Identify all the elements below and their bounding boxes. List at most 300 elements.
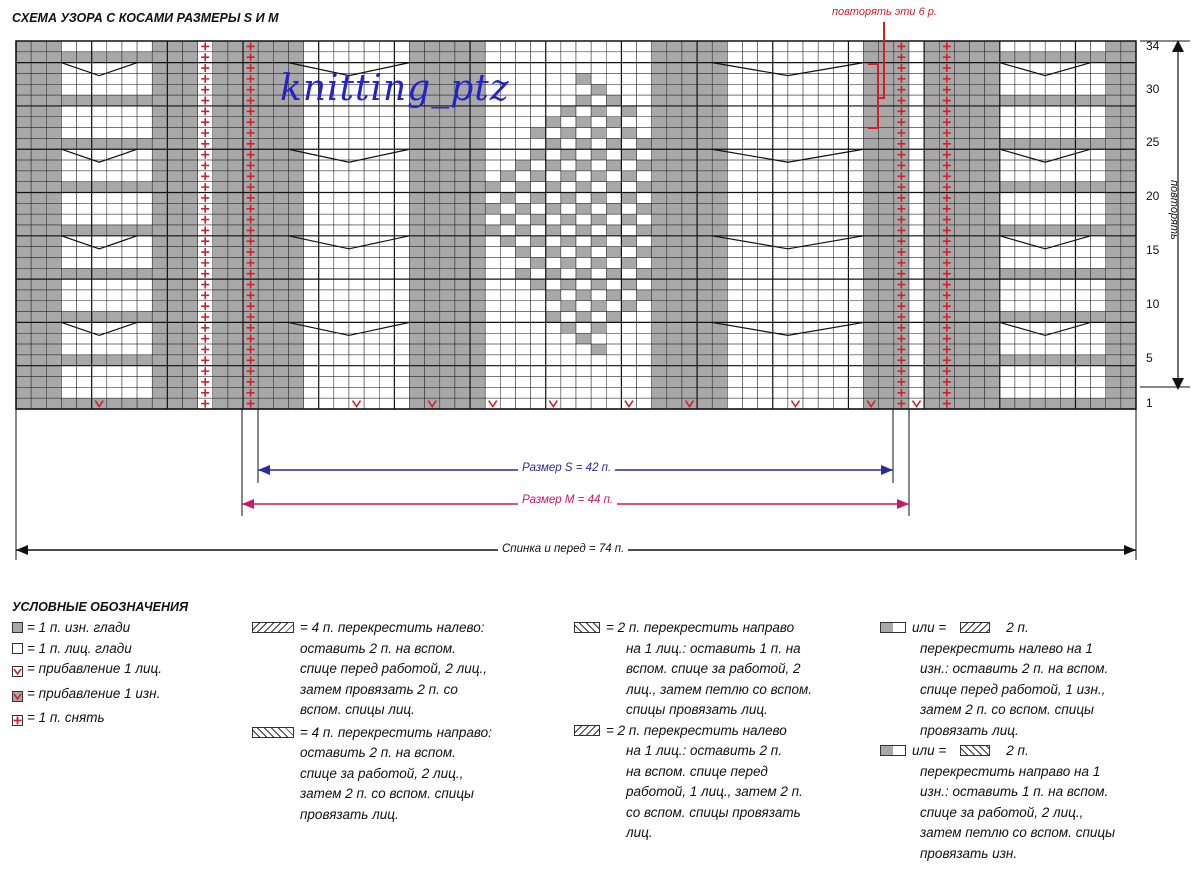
stitch-cell bbox=[515, 138, 530, 149]
stitch-cell bbox=[818, 160, 833, 171]
stitch-cell bbox=[425, 333, 440, 344]
repeat-side-label: повторять bbox=[1168, 180, 1180, 240]
stitch-cell bbox=[16, 149, 31, 160]
stitch-cell bbox=[970, 322, 985, 333]
cross-left-2-text-5: лиц. bbox=[626, 825, 653, 840]
stitch-cell bbox=[319, 171, 334, 182]
stitch-cell bbox=[455, 41, 470, 52]
stitch-cell bbox=[652, 149, 667, 160]
stitch-cell bbox=[228, 301, 243, 312]
stitch-cell bbox=[440, 333, 455, 344]
stitch-cell bbox=[531, 160, 546, 171]
stitch-cell bbox=[500, 203, 515, 214]
stitch-cell bbox=[652, 279, 667, 290]
stitch-cell bbox=[425, 214, 440, 225]
stitch-cell bbox=[122, 214, 137, 225]
stitch-cell bbox=[531, 398, 546, 409]
stitch-cell bbox=[182, 279, 197, 290]
stitch-cell bbox=[152, 279, 167, 290]
stitch-cell bbox=[879, 63, 894, 74]
stitch-cell bbox=[182, 106, 197, 117]
stitch-cell bbox=[591, 106, 606, 117]
stitch-cell bbox=[864, 333, 879, 344]
stitch-cell bbox=[909, 312, 924, 323]
stitch-cell bbox=[803, 84, 818, 95]
stitch-cell bbox=[455, 268, 470, 279]
stitch-cell bbox=[637, 52, 652, 63]
stitch-cell bbox=[152, 312, 167, 323]
purl-cross-left-text-4: провязать лиц. bbox=[920, 722, 1019, 738]
stitch-cell bbox=[228, 290, 243, 301]
stitch-cell bbox=[667, 225, 682, 236]
stitch-cell bbox=[864, 355, 879, 366]
stitch-cell bbox=[379, 182, 394, 193]
stitch-cell bbox=[455, 117, 470, 128]
stitch-cell bbox=[788, 257, 803, 268]
stitch-cell bbox=[652, 301, 667, 312]
stitch-cell bbox=[77, 312, 92, 323]
stitch-cell bbox=[954, 138, 969, 149]
stitch-cell bbox=[349, 257, 364, 268]
stitch-cell bbox=[803, 312, 818, 323]
stitch-cell bbox=[1121, 203, 1136, 214]
stitch-cell bbox=[167, 63, 182, 74]
stitch-cell bbox=[1091, 149, 1106, 160]
stitch-cell bbox=[228, 214, 243, 225]
stitch-cell bbox=[364, 52, 379, 63]
stitch-cell bbox=[985, 322, 1000, 333]
stitch-cell bbox=[576, 236, 591, 247]
stitch-cell bbox=[909, 377, 924, 388]
stitch-cell bbox=[515, 333, 530, 344]
stitch-cell bbox=[137, 301, 152, 312]
stitch-cell bbox=[576, 366, 591, 377]
stitch-cell bbox=[31, 355, 46, 366]
stitch-cell bbox=[727, 387, 742, 398]
stitch-cell bbox=[152, 322, 167, 333]
stitch-cell bbox=[167, 193, 182, 204]
stitch-cell bbox=[92, 117, 107, 128]
stitch-cell bbox=[1121, 377, 1136, 388]
stitch-cell bbox=[924, 333, 939, 344]
stitch-cell bbox=[833, 301, 848, 312]
stitch-cell bbox=[1091, 322, 1106, 333]
stitch-cell bbox=[773, 182, 788, 193]
stitch-cell bbox=[394, 387, 409, 398]
stitch-cell bbox=[561, 203, 576, 214]
stitch-cell bbox=[515, 377, 530, 388]
stitch-cell bbox=[1106, 257, 1121, 268]
stitch-cell bbox=[1091, 387, 1106, 398]
stitch-cell bbox=[258, 149, 273, 160]
stitch-cell bbox=[546, 138, 561, 149]
stitch-cell bbox=[500, 387, 515, 398]
stitch-cell bbox=[31, 63, 46, 74]
stitch-cell bbox=[167, 171, 182, 182]
stitch-cell bbox=[455, 355, 470, 366]
stitch-cell bbox=[773, 193, 788, 204]
stitch-cell bbox=[122, 182, 137, 193]
stitch-cell bbox=[1106, 41, 1121, 52]
stitch-cell bbox=[531, 322, 546, 333]
stitch-cell bbox=[319, 312, 334, 323]
stitch-cell bbox=[500, 279, 515, 290]
stitch-cell bbox=[485, 203, 500, 214]
stitch-cell bbox=[970, 301, 985, 312]
stitch-cell bbox=[606, 236, 621, 247]
stitch-cell bbox=[92, 214, 107, 225]
stitch-cell bbox=[167, 377, 182, 388]
stitch-cell bbox=[818, 203, 833, 214]
stitch-cell bbox=[379, 214, 394, 225]
stitch-cell bbox=[697, 322, 712, 333]
stitch-cell bbox=[682, 225, 697, 236]
stitch-cell bbox=[61, 225, 76, 236]
stitch-cell bbox=[46, 171, 61, 182]
stitch-cell bbox=[182, 214, 197, 225]
stitch-cell bbox=[46, 366, 61, 377]
stitch-cell bbox=[742, 41, 757, 52]
stitch-cell bbox=[1045, 225, 1060, 236]
stitch-cell bbox=[1106, 84, 1121, 95]
stitch-cell bbox=[425, 290, 440, 301]
stitch-cell bbox=[909, 138, 924, 149]
cable-right-4-text-4: провязать лиц. bbox=[300, 806, 399, 822]
cross-left-2-text-4: со вспом. спицы провязать bbox=[626, 804, 801, 820]
stitch-cell bbox=[591, 268, 606, 279]
stitch-cell bbox=[213, 366, 228, 377]
stitch-cell bbox=[137, 52, 152, 63]
stitch-cell bbox=[712, 73, 727, 84]
stitch-cell bbox=[773, 398, 788, 409]
stitch-cell bbox=[1121, 344, 1136, 355]
stitch-cell bbox=[606, 52, 621, 63]
stitch-cell bbox=[1060, 182, 1075, 193]
stitch-cell bbox=[727, 193, 742, 204]
stitch-cell bbox=[228, 95, 243, 106]
stitch-cell bbox=[16, 279, 31, 290]
stitch-cell bbox=[394, 193, 409, 204]
stitch-cell bbox=[182, 312, 197, 323]
stitch-cell bbox=[46, 387, 61, 398]
stitch-cell bbox=[924, 193, 939, 204]
stitch-cell bbox=[16, 106, 31, 117]
stitch-cell bbox=[954, 182, 969, 193]
stitch-cell bbox=[152, 128, 167, 139]
stitch-cell bbox=[970, 138, 985, 149]
stitch-cell bbox=[258, 322, 273, 333]
stitch-cell bbox=[455, 290, 470, 301]
stitch-cell bbox=[288, 41, 303, 52]
stitch-cell bbox=[561, 236, 576, 247]
stitch-cell bbox=[1121, 225, 1136, 236]
stitch-cell bbox=[712, 398, 727, 409]
stitch-cell bbox=[455, 52, 470, 63]
stitch-cell bbox=[410, 355, 425, 366]
stitch-cell bbox=[742, 355, 757, 366]
stitch-cell bbox=[1091, 398, 1106, 409]
stitch-cell bbox=[440, 257, 455, 268]
stitch-cell bbox=[61, 182, 76, 193]
stitch-cell bbox=[924, 290, 939, 301]
stitch-cell bbox=[712, 182, 727, 193]
cable-right-4-text-3: затем 2 п. со вспом. спицы bbox=[300, 786, 474, 801]
stitch-cell bbox=[682, 73, 697, 84]
stitch-cell bbox=[364, 344, 379, 355]
stitch-cell bbox=[561, 106, 576, 117]
stitch-cell bbox=[954, 41, 969, 52]
stitch-cell bbox=[61, 355, 76, 366]
stitch-cell bbox=[288, 52, 303, 63]
cable-right-4-text-1: оставить 2 п. на вспом. bbox=[300, 745, 456, 760]
stitch-cell bbox=[258, 160, 273, 171]
stitch-cell bbox=[652, 63, 667, 74]
stitch-cell bbox=[576, 387, 591, 398]
stitch-cell bbox=[1106, 138, 1121, 149]
stitch-cell bbox=[122, 160, 137, 171]
stitch-cell bbox=[46, 182, 61, 193]
stitch-cell bbox=[1075, 106, 1090, 117]
stitch-cell bbox=[273, 128, 288, 139]
stitch-cell bbox=[546, 355, 561, 366]
stitch-cell bbox=[500, 149, 515, 160]
stitch-cell bbox=[213, 333, 228, 344]
stitch-cell bbox=[697, 41, 712, 52]
stitch-cell bbox=[1121, 398, 1136, 409]
stitch-cell bbox=[16, 301, 31, 312]
stitch-cell bbox=[788, 84, 803, 95]
stitch-cell bbox=[61, 149, 76, 160]
stitch-cell bbox=[1121, 366, 1136, 377]
stitch-cell bbox=[379, 268, 394, 279]
stitch-cell bbox=[319, 301, 334, 312]
stitch-cell bbox=[182, 84, 197, 95]
stitch-cell bbox=[909, 95, 924, 106]
stitch-cell bbox=[410, 279, 425, 290]
stitch-cell bbox=[818, 247, 833, 258]
stitch-cell bbox=[712, 355, 727, 366]
stitch-cell bbox=[924, 214, 939, 225]
stitch-cell bbox=[954, 279, 969, 290]
purl-symbol-icon bbox=[12, 622, 23, 633]
stitch-cell bbox=[712, 377, 727, 388]
stitch-cell bbox=[77, 301, 92, 312]
size-s-arrow-head-left bbox=[258, 465, 270, 475]
stitch-cell bbox=[788, 128, 803, 139]
stitch-cell bbox=[637, 312, 652, 323]
stitch-cell bbox=[1000, 290, 1015, 301]
stitch-cell bbox=[1091, 95, 1106, 106]
stitch-cell bbox=[1121, 171, 1136, 182]
stitch-cell bbox=[515, 387, 530, 398]
stitch-cell bbox=[576, 106, 591, 117]
stitch-cell bbox=[667, 344, 682, 355]
stitch-cell bbox=[924, 73, 939, 84]
stitch-cell bbox=[697, 149, 712, 160]
stitch-cell bbox=[848, 193, 863, 204]
stitch-cell bbox=[773, 52, 788, 63]
stitch-cell bbox=[879, 73, 894, 84]
repeat-arrow-head-up bbox=[1172, 40, 1184, 52]
stitch-cell bbox=[818, 117, 833, 128]
stitch-cell bbox=[546, 128, 561, 139]
stitch-cell bbox=[1000, 247, 1015, 258]
stitch-cell bbox=[500, 247, 515, 258]
stitch-cell bbox=[410, 193, 425, 204]
stitch-cell bbox=[742, 366, 757, 377]
stitch-cell bbox=[788, 193, 803, 204]
stitch-cell bbox=[591, 182, 606, 193]
stitch-cell bbox=[1000, 366, 1015, 377]
stitch-cell bbox=[213, 84, 228, 95]
stitch-cell bbox=[1015, 279, 1030, 290]
stitch-cell bbox=[394, 355, 409, 366]
stitch-cell bbox=[137, 377, 152, 388]
stitch-cell bbox=[107, 290, 122, 301]
stitch-cell bbox=[576, 84, 591, 95]
stitch-cell bbox=[531, 236, 546, 247]
stitch-cell bbox=[591, 214, 606, 225]
stitch-cell bbox=[515, 225, 530, 236]
legend-slip: = 1 п. снять bbox=[27, 710, 105, 725]
stitch-cell bbox=[31, 41, 46, 52]
stitch-cell bbox=[107, 73, 122, 84]
stitch-cell bbox=[864, 279, 879, 290]
stitch-cell bbox=[77, 84, 92, 95]
stitch-cell bbox=[288, 117, 303, 128]
stitch-cell bbox=[213, 52, 228, 63]
stitch-cell bbox=[122, 149, 137, 160]
stitch-cell bbox=[46, 41, 61, 52]
stitch-cell bbox=[606, 63, 621, 74]
stitch-cell bbox=[485, 236, 500, 247]
stitch-cell bbox=[1060, 106, 1075, 117]
stitch-cell bbox=[379, 203, 394, 214]
stitch-cell bbox=[31, 52, 46, 63]
stitch-cell bbox=[182, 171, 197, 182]
stitch-cell bbox=[228, 182, 243, 193]
stitch-cell bbox=[122, 128, 137, 139]
stitch-cell bbox=[394, 171, 409, 182]
row-number-25: 25 bbox=[1146, 135, 1160, 149]
stitch-cell bbox=[697, 377, 712, 388]
stitch-cell bbox=[258, 312, 273, 323]
purl-cross-right-text-3: затем петлю со вспом. спицы bbox=[920, 825, 1116, 840]
stitch-cell bbox=[652, 214, 667, 225]
stitch-cell bbox=[1121, 63, 1136, 74]
stitch-cell bbox=[137, 182, 152, 193]
stitch-cell bbox=[606, 84, 621, 95]
stitch-cell bbox=[712, 366, 727, 377]
stitch-cell bbox=[1091, 203, 1106, 214]
stitch-cell bbox=[61, 366, 76, 377]
stitch-cell bbox=[712, 301, 727, 312]
stitch-cell bbox=[546, 322, 561, 333]
stitch-cell bbox=[122, 312, 137, 323]
stitch-cell bbox=[273, 41, 288, 52]
stitch-cell bbox=[667, 41, 682, 52]
cross-left-2-text-3: работой, 1 лиц., затем 2 п. bbox=[626, 784, 803, 799]
purl-cross-right-tail: 2 п. bbox=[1006, 743, 1029, 758]
stitch-cell bbox=[334, 214, 349, 225]
stitch-cell bbox=[712, 160, 727, 171]
cross-right-2-icon bbox=[574, 622, 600, 633]
stitch-cell bbox=[712, 268, 727, 279]
stitch-cell bbox=[410, 322, 425, 333]
stitch-cell bbox=[606, 398, 621, 409]
stitch-cell bbox=[621, 41, 636, 52]
stitch-cell bbox=[122, 225, 137, 236]
stitch-cell bbox=[531, 344, 546, 355]
stitch-cell bbox=[470, 149, 485, 160]
stitch-cell bbox=[1000, 377, 1015, 388]
stitch-cell bbox=[531, 149, 546, 160]
stitch-cell bbox=[803, 138, 818, 149]
cable-right-4-text-2: спице за работой, 2 лиц., bbox=[300, 765, 464, 781]
stitch-cell bbox=[349, 236, 364, 247]
stitch-cell bbox=[970, 160, 985, 171]
stitch-cell bbox=[561, 225, 576, 236]
stitch-cell bbox=[107, 247, 122, 258]
purl-cross-left-text-0: перекрестить налево на 1 bbox=[920, 640, 1093, 656]
stitch-cell bbox=[364, 247, 379, 258]
stitch-cell bbox=[16, 203, 31, 214]
stitch-cell bbox=[652, 160, 667, 171]
stitch-cell bbox=[288, 398, 303, 409]
stitch-cell bbox=[531, 247, 546, 258]
stitch-cell bbox=[637, 128, 652, 139]
cable-left-4-text-1: оставить 2 п. на вспом. bbox=[300, 640, 456, 656]
stitch-cell bbox=[440, 268, 455, 279]
stitch-cell bbox=[1091, 225, 1106, 236]
stitch-cell bbox=[818, 73, 833, 84]
stitch-cell bbox=[379, 398, 394, 409]
stitch-cell bbox=[954, 214, 969, 225]
stitch-cell bbox=[137, 279, 152, 290]
stitch-cell bbox=[379, 171, 394, 182]
stitch-cell bbox=[77, 160, 92, 171]
stitch-cell bbox=[16, 268, 31, 279]
stitch-cell bbox=[621, 279, 636, 290]
stitch-cell bbox=[288, 290, 303, 301]
stitch-cell bbox=[637, 138, 652, 149]
stitch-cell bbox=[167, 366, 182, 377]
stitch-cell bbox=[379, 128, 394, 139]
stitch-cell bbox=[652, 355, 667, 366]
stitch-cell bbox=[546, 290, 561, 301]
stitch-cell bbox=[16, 95, 31, 106]
stitch-cell bbox=[758, 387, 773, 398]
stitch-cell bbox=[697, 128, 712, 139]
stitch-cell bbox=[788, 377, 803, 388]
stitch-cell bbox=[561, 95, 576, 106]
stitch-cell bbox=[697, 73, 712, 84]
stitch-cell bbox=[864, 203, 879, 214]
stitch-cell bbox=[425, 312, 440, 323]
stitch-cell bbox=[31, 84, 46, 95]
stitch-cell bbox=[304, 247, 319, 258]
stitch-cell bbox=[334, 193, 349, 204]
stitch-cell bbox=[546, 95, 561, 106]
stitch-cell bbox=[349, 322, 364, 333]
stitch-cell bbox=[985, 128, 1000, 139]
stitch-cell bbox=[621, 203, 636, 214]
stitch-cell bbox=[16, 312, 31, 323]
stitch-cell bbox=[667, 257, 682, 268]
stitch-cell bbox=[1045, 398, 1060, 409]
stitch-cell bbox=[879, 312, 894, 323]
stitch-cell bbox=[288, 279, 303, 290]
